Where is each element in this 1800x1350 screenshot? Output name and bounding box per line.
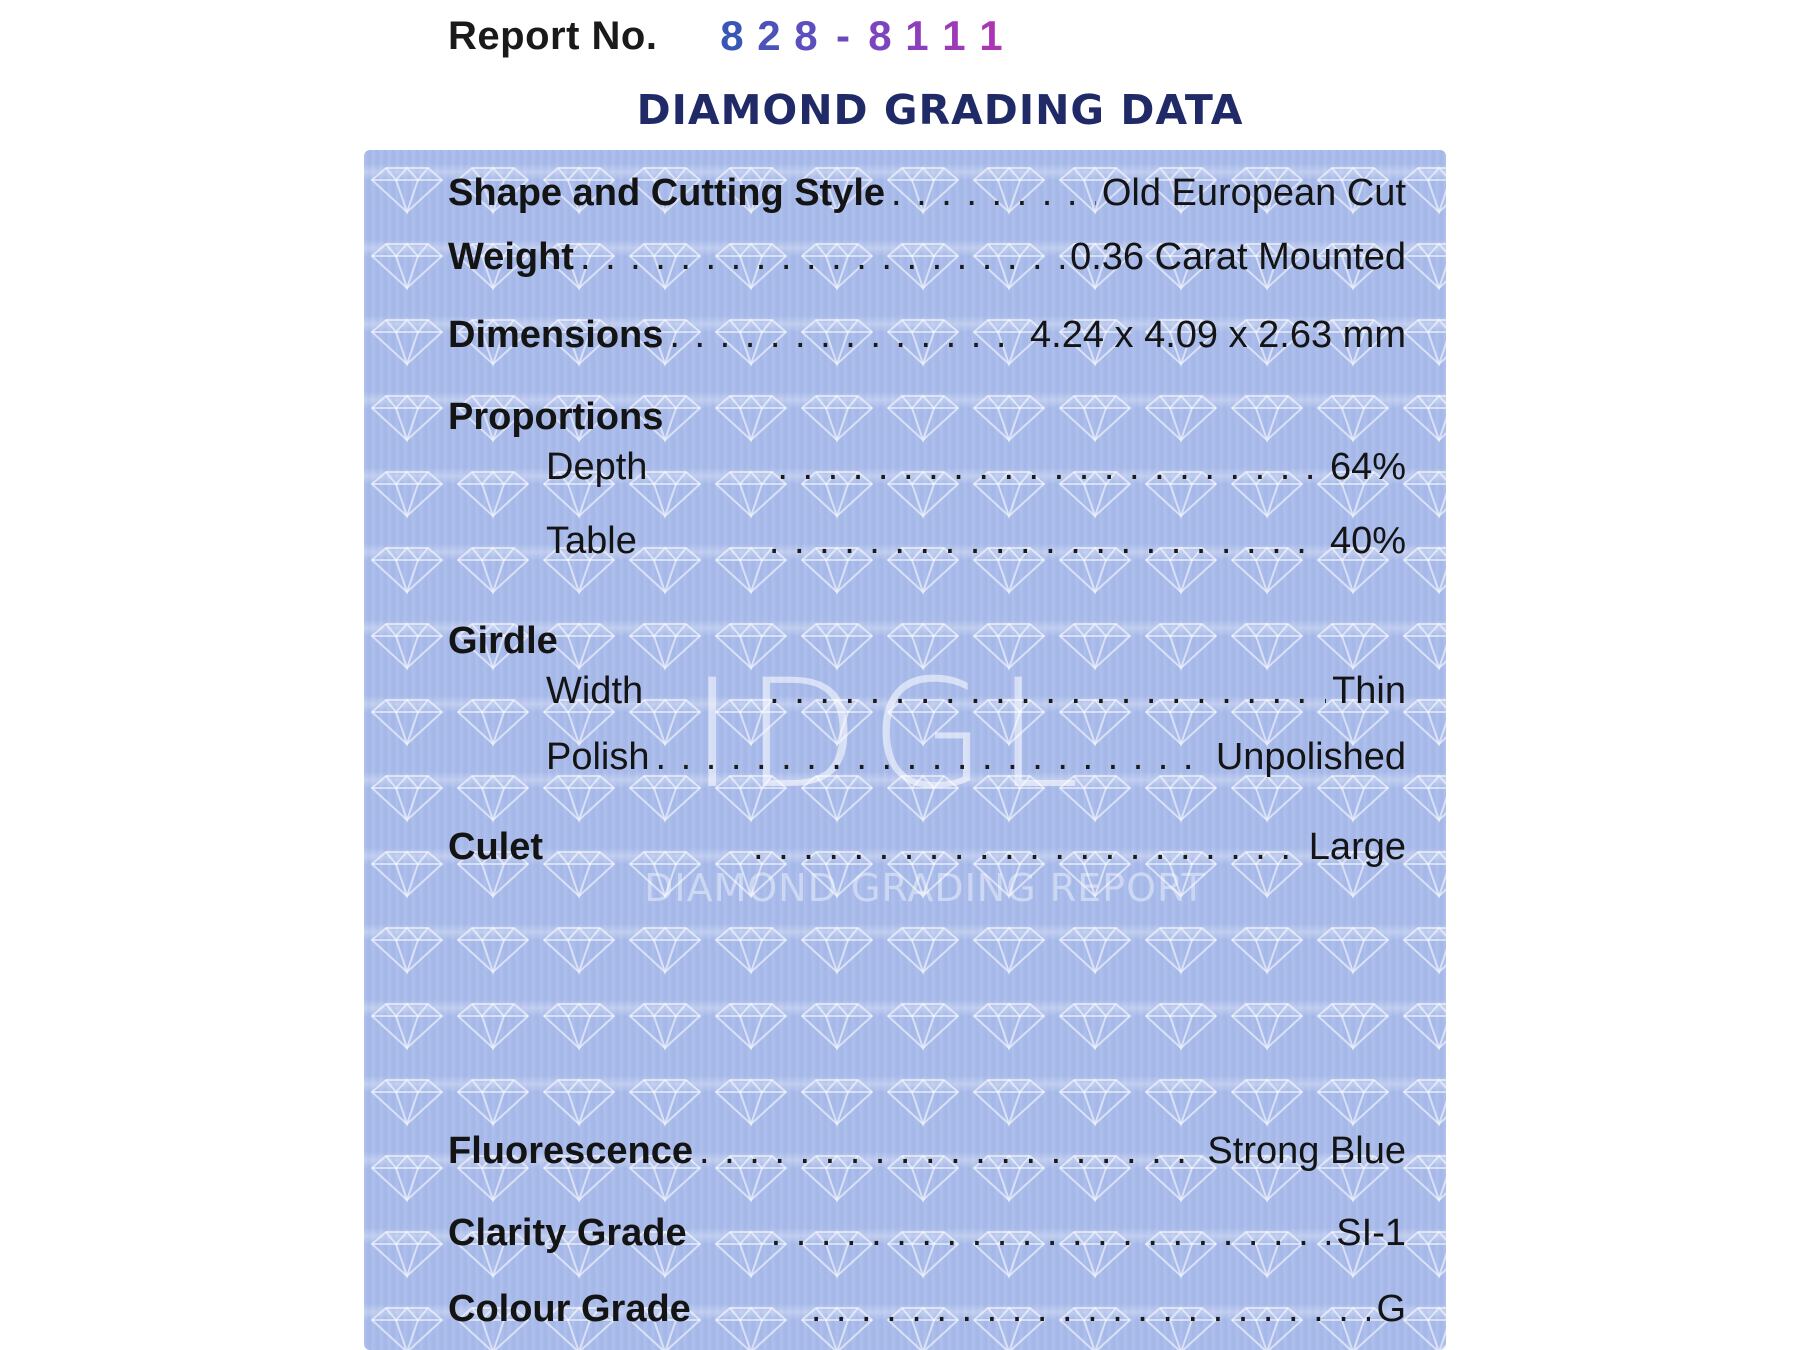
row-shape bbox=[448, 172, 1406, 215]
row-clarity bbox=[448, 1212, 1406, 1255]
report-number-digit: 8 bbox=[868, 12, 892, 59]
shape-value: Old European Cut bbox=[1101, 172, 1406, 214]
girdle-polish-value: Unpolished bbox=[1215, 736, 1406, 778]
report-number bbox=[448, 12, 1009, 60]
table-label: Table bbox=[546, 520, 637, 562]
watermark-subtitle: DIAMOND GRADING REPORT bbox=[644, 866, 1206, 910]
dot-leader bbox=[656, 736, 1210, 779]
girdle-polish-label: Polish bbox=[546, 736, 650, 778]
proportions-heading: Proportions bbox=[448, 396, 664, 438]
weight-value: 0.36 Carat Mounted bbox=[1070, 236, 1406, 278]
report-number-digit: 1 bbox=[979, 12, 1003, 59]
clarity-label: Clarity Grade bbox=[448, 1212, 687, 1254]
dot-leader bbox=[669, 314, 1024, 357]
row-weight bbox=[448, 236, 1406, 279]
watermark-logo: IDGL bbox=[690, 648, 1090, 822]
depth-label: Depth bbox=[546, 446, 648, 488]
clarity-value: SI-1 bbox=[1336, 1212, 1406, 1254]
culet-label: Culet bbox=[448, 826, 543, 868]
dot-leader bbox=[753, 826, 1303, 869]
dot-leader bbox=[771, 1212, 1331, 1255]
dot-leader bbox=[811, 1288, 1371, 1331]
report-number-digit: 8 bbox=[720, 12, 744, 59]
table-value: 40% bbox=[1329, 520, 1406, 562]
row-fluorescence bbox=[448, 1130, 1406, 1173]
row-culet bbox=[448, 826, 1406, 869]
report-number-digit: 2 bbox=[757, 12, 781, 59]
report-number-value bbox=[713, 12, 1009, 60]
dot-leader bbox=[580, 236, 1064, 279]
dot-leader bbox=[699, 1130, 1201, 1173]
weight-label: Weight bbox=[448, 236, 574, 278]
colour-value: G bbox=[1376, 1288, 1406, 1330]
report-number-digit: - bbox=[835, 12, 850, 59]
row-girdle-width bbox=[448, 670, 1406, 713]
dot-leader bbox=[777, 446, 1324, 489]
fluorescence-label: Fluorescence bbox=[448, 1130, 693, 1172]
dot-leader bbox=[769, 670, 1326, 713]
report-number-label: Report No. bbox=[448, 13, 658, 58]
row-table bbox=[448, 520, 1406, 563]
report-number-digit: 1 bbox=[942, 12, 966, 59]
colour-label: Colour Grade bbox=[448, 1288, 691, 1330]
culet-value: Large bbox=[1308, 826, 1406, 868]
dimensions-label: Dimensions bbox=[448, 314, 664, 356]
dimensions-value: 4.24 x 4.09 x 2.63 mm bbox=[1030, 314, 1406, 356]
row-depth bbox=[448, 446, 1406, 489]
row-dimensions bbox=[448, 314, 1406, 357]
dot-leader bbox=[891, 172, 1096, 215]
girdle-width-label: Width bbox=[546, 670, 644, 712]
row-colour bbox=[448, 1288, 1406, 1331]
row-girdle-polish bbox=[448, 736, 1406, 779]
dot-leader bbox=[769, 520, 1324, 563]
report-number-digit: 1 bbox=[905, 12, 929, 59]
shape-label: Shape and Cutting Style bbox=[448, 172, 886, 214]
girdle-heading: Girdle bbox=[448, 620, 558, 662]
depth-value: 64% bbox=[1329, 446, 1406, 488]
girdle-width-value: Thin bbox=[1332, 670, 1406, 712]
fluorescence-value: Strong Blue bbox=[1207, 1130, 1406, 1172]
page-title: DIAMOND GRADING DATA bbox=[636, 86, 1244, 134]
report-number-digit: 8 bbox=[794, 12, 818, 59]
